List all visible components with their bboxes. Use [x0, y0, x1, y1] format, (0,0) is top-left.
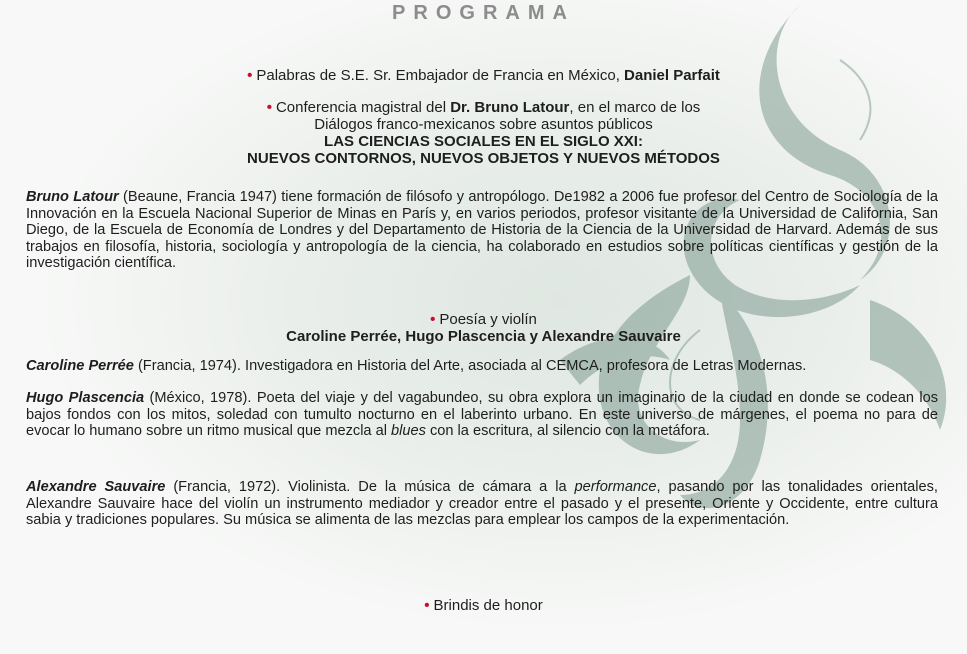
program-item-welcome: • Palabras de S.E. Sr. Embajador de Francia en México, Daniel Parfait [247, 67, 720, 84]
bio-sauvaire: Alexandre Sauvaire (Francia, 1972). Violinista. De la música de cámara a la performance, pasando por las tonalidades orientales, Alexandre Sauvaire hace del violín un instrumento mediador y creador entre el pasado y el presente, Oriente y Occidente, entre cultura sabia y tradiciones populares. Su música se alimenta de las mezclas para emplear los campos de la experimentación. [26, 479, 938, 528]
bio-latour: Bruno Latour (Beaune, Francia 1947) tiene formación de filósofo y antropólogo. De1982 a 2006 fue profesor del Centro de Sociología de la Innovación en la Escuela Nacional Superior de Minas en París y, en varios periodos, profesor visitante de la Universidad de California, San Diego, de la Escuela de Economía de Londres y del Departamento de Historia de la Ciencia de la Universidad de Harvard. Además de sus trabajos en filosofía, historia, sociología y antropología de la ciencia, ha colaborado en estudios sobre políticas científicas y gestión de la investigación científica. [26, 189, 938, 271]
bullet-icon: • [424, 597, 430, 614]
program-item-poetry-violin: • Poesía y violín Caroline Perrée, Hugo Plascencia y Alexandre Sauvaire [0, 311, 967, 345]
conference-series: Diálogos franco-mexicanos sobre asuntos públicos [314, 116, 653, 133]
conference-title-line1: LAS CIENCIAS SOCIALES EN EL SIGLO XXI: [324, 133, 643, 150]
bio-perree: Caroline Perrée (Francia, 1974). Investigadora en Historia del Arte, asociada al CEMCA, profesora de Letras Modernas. [26, 358, 807, 374]
performers-list: Caroline Perrée, Hugo Plascencia y Alexandre Sauvaire [286, 328, 681, 345]
bullet-icon: • [266, 99, 272, 116]
program-item-conference: • Conferencia magistral del Dr. Bruno Latour, en el marco de los Diálogos franco-mexicanos sobre asuntos públicos LAS CIENCIAS SOCIALES EN EL SIGLO XXI: NUEVOS CONTORNOS, NUEVOS OBJETOS Y NUEVOS MÉTODOS [0, 99, 967, 167]
conference-title-line2: NUEVOS CONTORNOS, NUEVOS OBJETOS Y NUEVOS MÉTODOS [247, 150, 720, 167]
program-item-toast: • Brindis de honor [424, 597, 543, 614]
page-title: PROGRAMA [392, 2, 575, 24]
bullet-icon: • [247, 67, 253, 84]
bio-plascencia: Hugo Plascencia (México, 1978). Poeta del viaje y del vagabundeo, su obra explora un imaginario de la ciudad en donde se codean los bajos fondos con los mitos, soledad con tumulto nocturno en el laberinto urbano. En este universo de márgenes, el poema no para de evocar lo humano sobre un ritmo musical que mezcla al blues con la escritura, al silencio con la metáfora. [26, 390, 939, 439]
bullet-icon: • [430, 311, 436, 328]
